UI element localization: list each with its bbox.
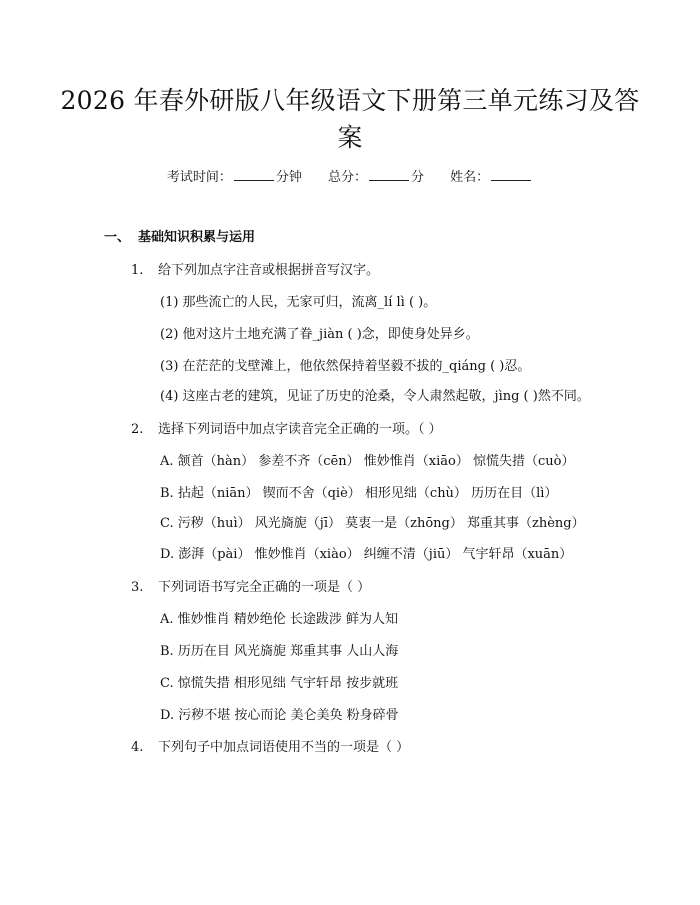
question-2-option-c: C. 污秽（huì） 风光旖旎（jī） 莫衷一是（zhōng） 郑重其事（zhèng）	[160, 516, 585, 531]
question-1-item-1: (1) 那些流亡的人民，无家可归，流离_lí lì ( )。	[160, 295, 437, 310]
exam-time-unit: 分钟	[275, 170, 302, 185]
total-score-label: 总分：	[327, 170, 367, 185]
question-number: 2.	[131, 422, 144, 437]
document-title: 2026 年春外研版八年级语文下册第三单元练习及答案	[60, 86, 640, 152]
question-3-option-a: A. 惟妙惟肖 精妙绝伦 长途跋涉 鲜为人知	[160, 612, 399, 627]
total-score-blank	[369, 168, 409, 181]
question-2	[104, 417, 600, 443]
question-text: 给下列加点字注音或根据拼音写汉字。	[158, 263, 380, 278]
question-1-item-2: (2) 他对这片土地充满了眷_jiàn ( )念，即使身处异乡。	[160, 327, 479, 342]
question-text: 下列词语书写完全正确的一项是（ ）	[158, 580, 371, 595]
question-number: 4.	[131, 740, 144, 755]
question-3-option-b: B. 历历在目 风光旖旎 郑重其事 人山人海	[160, 644, 399, 659]
question-4	[104, 735, 600, 761]
student-name-blank	[491, 168, 531, 181]
total-score-field	[328, 170, 428, 185]
question-3-option-d: D. 污秽不堪 按心而论 美仑美奂 粉身碎骨	[160, 708, 399, 723]
student-name-label: 姓名：	[450, 170, 490, 185]
section-heading	[104, 226, 600, 250]
question-2-option-d: D. 澎湃（pài） 惟妙惟肖（xiào） 纠缠不清（jiū） 气宇轩昂（xuān）	[160, 547, 573, 562]
question-2-option-b: B. 拈起（niān） 锲而不舍（qiè） 相形见绌（chù） 历历在目（lì）	[160, 486, 558, 501]
exam-time-field	[167, 170, 306, 185]
question-1-item-4: (4) 这座古老的建筑，见证了历史的沧桑，令人肃然起敬，jìng ( )然不同。	[160, 389, 590, 404]
exam-info-line	[0, 168, 700, 188]
question-2-option-a: A. 颔首（hàn） 参差不齐（cēn） 惟妙惟肖（xiāo） 惊慌失措（cuò）	[160, 454, 575, 469]
question-text: 选择下列词语中加点字读音完全正确的一项。（ ）	[158, 422, 442, 437]
exam-time-label: 考试时间：	[166, 170, 232, 185]
question-1	[104, 258, 600, 284]
question-3	[104, 575, 600, 601]
student-name-field	[450, 170, 533, 185]
total-score-unit: 分	[411, 170, 425, 185]
section-title: 基础知识积累与运用	[138, 230, 256, 245]
question-text: 下列句子中加点词语使用不当的一项是（ ）	[158, 740, 410, 755]
question-1-item-3: (3) 在茫茫的戈壁滩上，他依然保持着坚毅不拔的_qiáng ( )忍。	[160, 359, 531, 374]
question-number: 1.	[131, 263, 144, 278]
exam-time-blank	[234, 168, 274, 181]
question-3-option-c: C. 惊慌失措 相形见绌 气宇轩昂 按步就班	[160, 676, 399, 691]
section-number: 一、	[104, 230, 131, 245]
exam-content	[104, 226, 600, 767]
question-number: 3.	[131, 580, 144, 595]
